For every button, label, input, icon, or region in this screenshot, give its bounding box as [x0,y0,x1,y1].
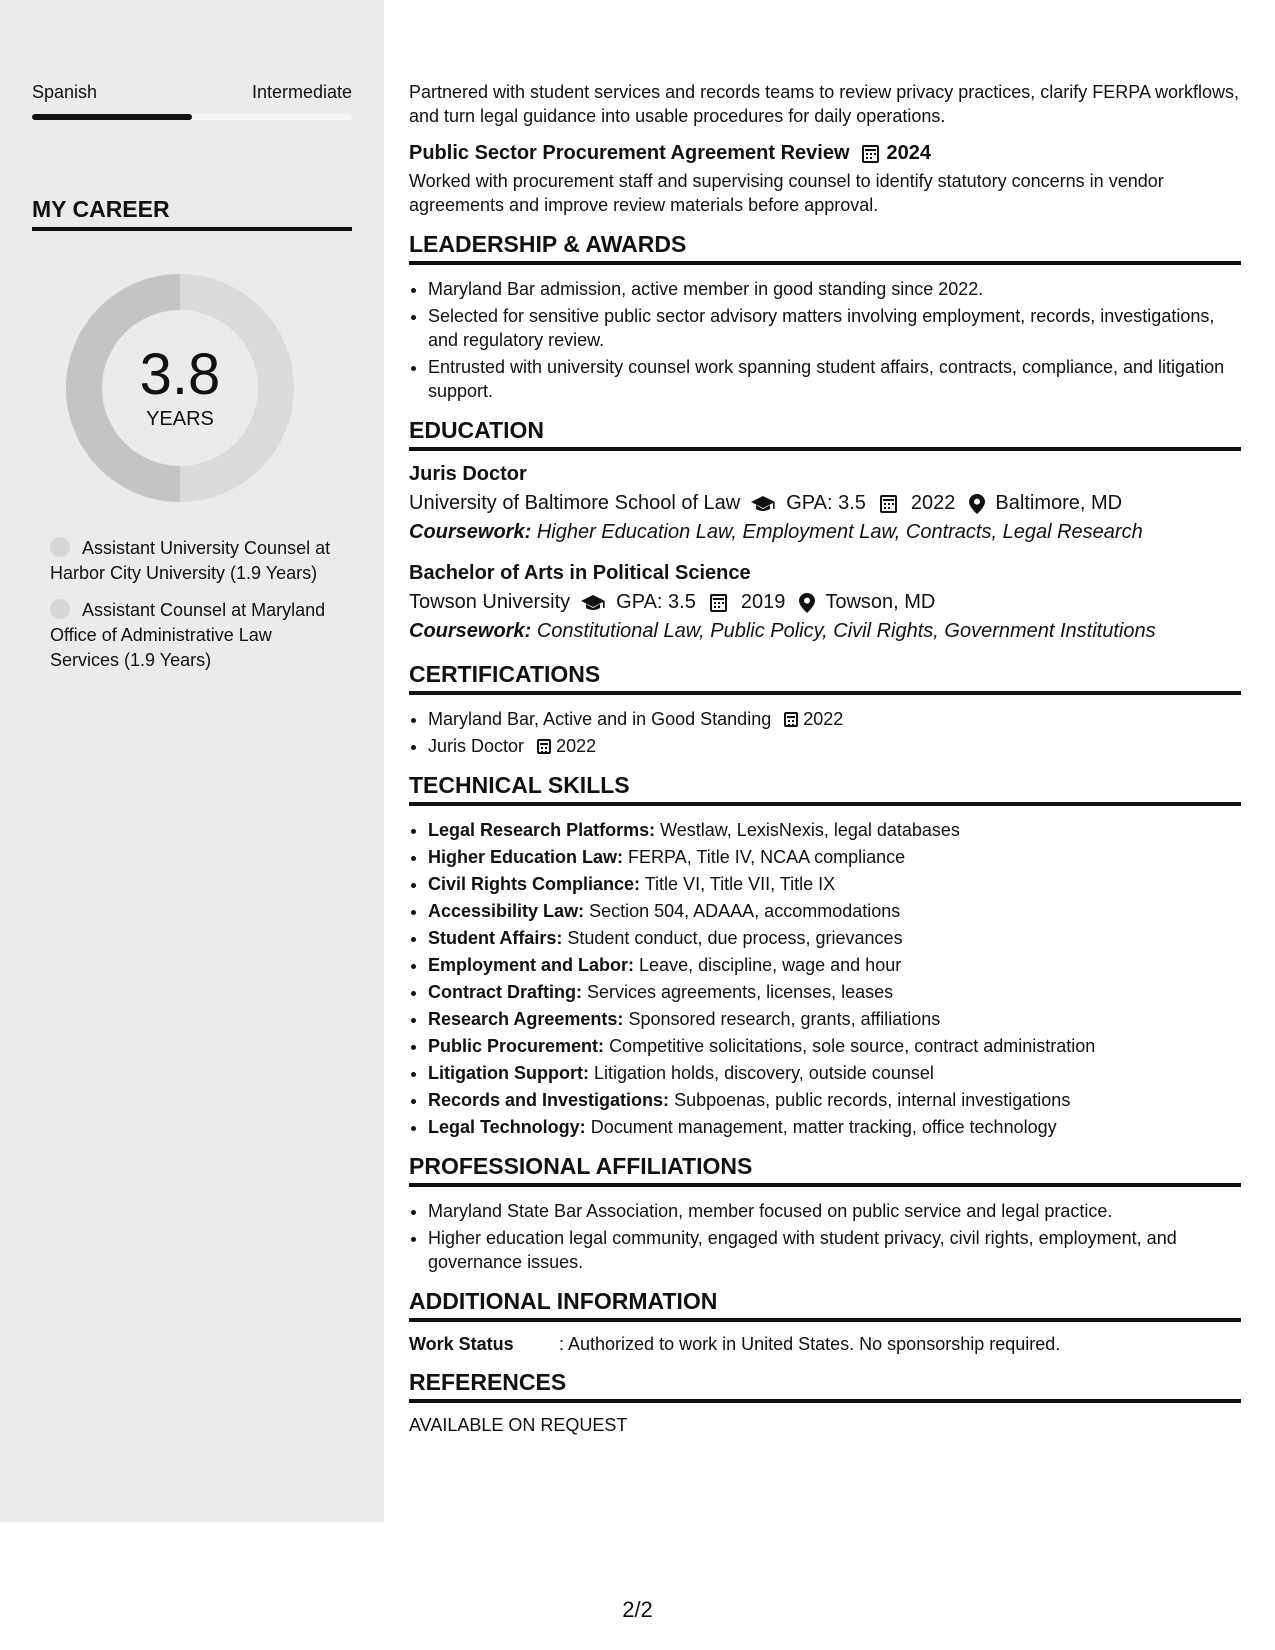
education-gpa: GPA: 3.5 [786,492,866,514]
list-item: • Litigation Support: Litigation holds, discovery, outside counsel [428,1061,1241,1085]
list-item: • Entrusted with university counsel work spanning student affairs, contracts, compliance, and litigation support. [428,355,1241,403]
project-year: 2024 [886,142,932,164]
references-section-title: REFERENCES [409,1369,1241,1403]
skills-section-title: TECHNICAL SKILLS [409,772,1241,806]
list-item: • Selected for sensitive public sector advisory matters involving employment, records, investigations, and regulatory review. [428,304,1241,352]
list-item: • Public Procurement: Competitive solicitations, sole source, contract administration [428,1034,1241,1058]
language-proficiency-bar [32,114,352,120]
education-location: Towson, MD [825,591,936,613]
coursework-label: Coursework: [409,521,532,543]
list-item: • Student Affairs: Student conduct, due process, grievances [428,926,1241,950]
education-year: 2019 [740,591,786,613]
education-entry [409,463,1241,544]
list-item: • Higher Education Law: FERPA, Title IV, NCAA compliance [428,845,1241,869]
work-status-value: : Authorized to work in United States. No sponsorship required. [559,1334,1061,1354]
graduation-cap-icon [750,495,776,513]
page-number: 2/2 [622,1597,653,1622]
references-text: AVAILABLE ON REQUEST [409,1415,628,1435]
career-section-title: MY CAREER [32,196,352,231]
certifications-list [409,707,1241,758]
list-item: • Maryland Bar admission, active member in good standing since 2022. [428,277,1241,301]
project-title: Public Sector Procurement Agreement Review [409,142,850,164]
location-pin-icon [799,593,815,613]
legend-dot-icon [50,599,70,619]
intro-paragraph: Partnered with student services and records teams to review privacy practices, clarify FERPA workflows, and turn legal guidance into usable procedures for daily operations. [409,82,1239,126]
legend-dot-icon [50,537,70,557]
experience-value: 3.8 [139,341,221,407]
education-degree: Bachelor of Arts in Political Science [409,562,751,584]
coursework-list: Constitutional Law, Public Policy, Civil Rights, Government Institutions [536,620,1156,642]
list-item: • Legal Research Platforms: Westlaw, LexisNexis, legal databases [428,818,1241,842]
additional-info-section-title: ADDITIONAL INFORMATION [409,1288,1241,1322]
skills-list [409,818,1241,1139]
education-degree: Juris Doctor [409,463,527,485]
list-item: • Civil Rights Compliance: Title VI, Title VII, Title IX [428,872,1241,896]
education-gpa: GPA: 3.5 [616,591,696,613]
certifications-section-title: CERTIFICATIONS [409,661,1241,695]
language-name: Spanish [32,82,98,102]
experience-unit: YEARS [146,407,214,430]
career-list [50,536,340,685]
main-content [409,80,1241,1436]
career-item: Assistant University Counsel at Harbor City University (1.9 Years) [50,538,331,583]
work-status-row [409,1334,1241,1355]
education-meta [409,591,1241,614]
coursework-list: Higher Education Law, Employment Law, Contracts, Legal Research [536,521,1143,543]
language-proficiency-fill [32,114,192,120]
calendar-icon [784,712,798,727]
affiliations-section-title: PROFESSIONAL AFFILIATIONS [409,1153,1241,1187]
list-item: • Employment and Labor: Leave, discipline, wage and hour [428,953,1241,977]
education-location: Baltimore, MD [995,492,1123,514]
list-item: • Maryland Bar, Active and in Good Standing 2022 [428,707,1241,731]
list-item: • Accessibility Law: Section 504, ADAAA, accommodations [428,899,1241,923]
education-year: 2022 [910,492,956,514]
education-coursework [409,620,1241,643]
education-school: University of Baltimore School of Law [409,492,741,514]
calendar-icon [880,495,897,513]
calendar-icon [710,594,727,612]
list-item: • Contract Drafting: Services agreements, licenses, leases [428,980,1241,1004]
education-entry [409,562,1241,643]
list-item: • Records and Investigations: Subpoenas, public records, internal investigations [428,1088,1241,1112]
project-heading [409,142,1241,165]
list-item: • Research Agreements: Sponsored research, grants, affiliations [428,1007,1241,1031]
education-coursework [409,521,1241,544]
experience-summary [66,274,294,502]
list-item: • Higher education legal community, engaged with student privacy, civil rights, employment, and governance issues. [428,1226,1241,1274]
list-item: • Juris Doctor 2022 [428,734,1241,758]
list-item: • Maryland State Bar Association, member focused on public service and legal practice. [428,1199,1241,1223]
calendar-icon [537,739,551,754]
language-level: Intermediate [251,82,352,102]
sidebar [0,0,384,1522]
affiliations-list [409,1199,1241,1274]
career-item: Assistant Counsel at Maryland Office of Administrative Law Services (1.9 Years) [50,600,326,670]
location-pin-icon [969,494,985,514]
graduation-cap-icon [580,594,606,612]
calendar-icon [862,145,879,163]
education-meta [409,492,1241,515]
coursework-label: Coursework: [409,620,532,642]
project-description: Worked with procurement staff and supervising counsel to identify statutory concerns in vendor agreements and improve review materials before approval. [409,171,1164,215]
list-item: • Legal Technology: Document management, matter tracking, office technology [428,1115,1241,1139]
leadership-section-title: LEADERSHIP & AWARDS [409,231,1241,265]
leadership-list [409,277,1241,403]
education-section-title: EDUCATION [409,417,1241,451]
work-status-label: Work Status [409,1334,514,1354]
language-row [32,82,352,103]
education-school: Towson University [409,591,571,613]
